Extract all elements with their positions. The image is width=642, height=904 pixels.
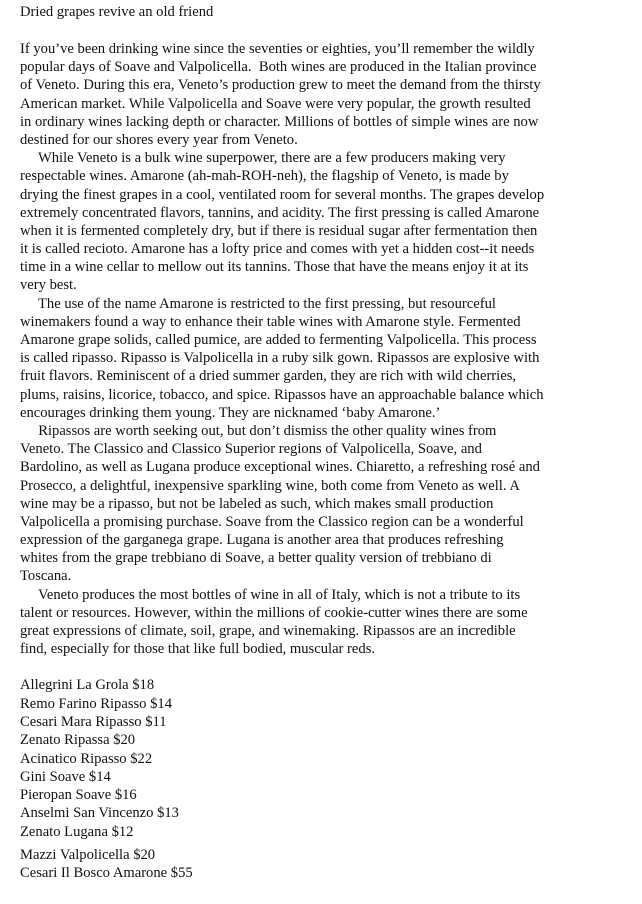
article-line: in ordinary wines lacking depth or character. Millions of bottles of simple wines are now xyxy=(20,113,539,130)
article-line: of Veneto. During this era, Veneto’s production grew to meet the demand from the thirsty xyxy=(20,77,541,94)
article-line: it is called recioto. Amarone has a lofty price and comes with yet a hidden cost--it needs xyxy=(20,241,535,258)
wine-list-item: Remo Farino Ripasso $14 xyxy=(20,695,173,712)
article-line: destined for our shores every year from Veneto. xyxy=(20,131,298,148)
document-page xyxy=(20,3,620,883)
wine-list xyxy=(20,676,620,841)
wine-list-item: Mazzi Valpolicella $20 xyxy=(20,847,156,864)
article-line: whites from the grape trebbiano di Soave, a better quality version of trebbiano di xyxy=(20,550,492,567)
article-line: plums, raisins, licorice, tobacco, and spice. Ripassos have an approachable balance which xyxy=(20,386,544,403)
wine-list-item: Acinatico Ripasso $22 xyxy=(20,750,153,767)
article-line: fruit flavors. Reminiscent of a dried summer garden, they are rich with wild cherries, xyxy=(20,368,517,385)
wine-list-item: Anselmi San Vincenzo $13 xyxy=(20,805,179,822)
article-line: Valpolicella a promising purchase. Soave from the Classico region can be a wonderful xyxy=(20,513,524,530)
article-line: drying the finest grapes in a cool, ventilated room for several months. The grapes develop xyxy=(20,186,545,203)
article-title: Dried grapes revive an old friend xyxy=(20,4,214,20)
article-line: While Veneto is a bulk wine superpower, there are a few producers making very xyxy=(20,150,506,167)
article-body xyxy=(20,40,620,658)
article-line: Bardolino, as well as Lugana produce exceptional wines. Chiaretto, a refreshing rosé and xyxy=(20,459,540,476)
article-line: very best. xyxy=(20,277,77,294)
article-line: respectable wines. Amarone (ah-mah-ROH-neh), the flagship of Veneto, is made by xyxy=(20,168,509,185)
article-line: wine may be a ripasso, but not be labeled as such, which makes small production xyxy=(20,495,494,512)
article-line: extremely concentrated flavors, tannins, and acidity. The first pressing is called Amarone xyxy=(20,204,540,221)
wine-list-item: Cesari Mara Ripasso $11 xyxy=(20,713,167,730)
wine-list-extra xyxy=(20,846,620,883)
article-line: Toscana. xyxy=(20,568,72,585)
wine-list-item: Pieropan Soave $16 xyxy=(20,787,137,804)
article-line: Veneto produces the most bottles of wine in all of Italy, which is not a tribute to its xyxy=(20,586,521,603)
article-line: The use of the name Amarone is restricted to the first pressing, but resourceful xyxy=(20,295,496,312)
article-line: Prosecco, a delightful, inexpensive sparkling wine, both come from Veneto as well. A xyxy=(20,477,520,494)
wine-list-item: Gini Soave $14 xyxy=(20,768,111,785)
article-line: If you’ve been drinking wine since the seventies or eighties, you’ll remember the wildly xyxy=(20,41,535,57)
article-line: encourages drinking them young. They are nicknamed ‘baby Amarone.’ xyxy=(20,404,441,421)
article-line: Ripassos are worth seeking out, but don’t dismiss the other quality wines from xyxy=(20,422,497,439)
article-line: is called ripasso. Ripasso is Valpolicella in a ruby silk gown. Ripassos are explosive with xyxy=(20,350,540,367)
article-line: find, especially for those that like full bodied, muscular reds. xyxy=(20,641,376,658)
article-line: great expressions of climate, soil, grape, and winemaking. Ripassos are an incredible xyxy=(20,623,516,639)
article-line: Amarone grape solids, called pumice, are added to fermenting Valpolicella. This process xyxy=(20,332,537,348)
wine-list-item: Allegrini La Grola $18 xyxy=(20,677,155,694)
article-line: Veneto. The Classico and Classico Superior regions of Valpolicella, Soave, and xyxy=(20,441,482,458)
article-line: popular days of Soave and Valpolicella. Both wines are produced in the Italian province xyxy=(20,59,537,76)
article-line: time in a wine cellar to mellow out its tannins. Those that have the means enjoy it at its xyxy=(20,259,529,276)
article-line: when it is fermented completely dry, but if there is residual sugar after fermentation then xyxy=(20,222,538,239)
wine-list-item: Zenato Ripassa $20 xyxy=(20,732,136,749)
article-line: American market. While Valpolicella and Soave were very popular, the growth resulted xyxy=(20,95,531,112)
article-line: winemakers found a way to enhance their table wines with Amarone style. Fermented xyxy=(20,313,521,330)
wine-list-item: Cesari Il Bosco Amarone $55 xyxy=(20,865,193,882)
wine-list-item: Zenato Lugana $12 xyxy=(20,823,134,840)
article-line: talent or resources. However, within the millions of cookie-cutter wines there are some xyxy=(20,604,528,621)
article-line: expression of the garganega grape. Lugana is another area that produces refreshing xyxy=(20,532,504,549)
